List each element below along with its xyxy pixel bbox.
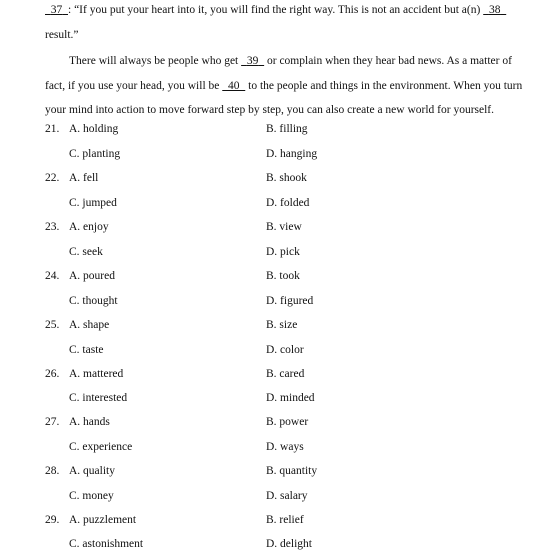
option-c: C. interested bbox=[69, 392, 128, 404]
question-number: 29. bbox=[45, 514, 60, 526]
question-row-cd bbox=[45, 295, 545, 311]
option-c: C. jumped bbox=[69, 197, 117, 209]
question-row-cd bbox=[45, 197, 545, 213]
blank-37: 37 bbox=[50, 4, 63, 16]
passage-line-1: 37 : “If you put your heart into it, you will find the right way. This is not an accident but a(n) 38 bbox=[45, 4, 506, 16]
question-number: 24. bbox=[45, 270, 60, 282]
option-a: A. shape bbox=[69, 319, 110, 331]
option-b: B. cared bbox=[266, 368, 305, 380]
option-c: C. planting bbox=[69, 148, 121, 160]
blank-39: 39 bbox=[246, 55, 259, 67]
option-d: D. salary bbox=[266, 490, 308, 502]
option-d: D. hanging bbox=[266, 148, 318, 160]
option-d: D. color bbox=[266, 344, 304, 356]
question-row-cd bbox=[45, 148, 545, 164]
question-number: 21. bbox=[45, 123, 60, 135]
passage-line-2: result.” bbox=[45, 29, 79, 41]
option-d: D. figured bbox=[266, 295, 314, 307]
option-c: C. astonishment bbox=[69, 538, 144, 550]
question-number: 25. bbox=[45, 319, 60, 331]
option-a: A. quality bbox=[69, 465, 115, 477]
option-c: C. seek bbox=[69, 246, 103, 258]
question-row-ab bbox=[45, 270, 545, 286]
option-d: D. folded bbox=[266, 197, 310, 209]
option-c: C. taste bbox=[69, 344, 104, 356]
option-b: B. power bbox=[266, 416, 309, 428]
question-row-ab bbox=[45, 221, 545, 237]
option-b: B. relief bbox=[266, 514, 304, 526]
question-row-ab bbox=[45, 123, 545, 139]
option-b: B. shook bbox=[266, 172, 307, 184]
question-number: 22. bbox=[45, 172, 60, 184]
option-b: B. view bbox=[266, 221, 302, 233]
option-b: B. size bbox=[266, 319, 298, 331]
option-a: A. poured bbox=[69, 270, 115, 282]
question-number: 23. bbox=[45, 221, 60, 233]
question-row-ab bbox=[45, 319, 545, 335]
option-d: D. pick bbox=[266, 246, 300, 258]
blank-38: 38 bbox=[488, 4, 501, 16]
option-c: C. experience bbox=[69, 441, 133, 453]
question-row-cd bbox=[45, 246, 545, 262]
option-d: D. ways bbox=[266, 441, 304, 453]
option-b: B. filling bbox=[266, 123, 308, 135]
question-row-cd bbox=[45, 490, 545, 506]
option-a: A. holding bbox=[69, 123, 119, 135]
question-row-cd bbox=[45, 538, 545, 554]
option-b: B. quantity bbox=[266, 465, 318, 477]
option-d: D. minded bbox=[266, 392, 315, 404]
option-a: A. puzzlement bbox=[69, 514, 137, 526]
option-c: C. thought bbox=[69, 295, 118, 307]
option-a: A. hands bbox=[69, 416, 110, 428]
question-row-ab bbox=[45, 172, 545, 188]
blank-40: 40 bbox=[228, 80, 240, 92]
question-row-ab bbox=[45, 514, 545, 530]
option-b: B. took bbox=[266, 270, 300, 282]
option-a: A. fell bbox=[69, 172, 99, 184]
option-c: C. money bbox=[69, 490, 114, 502]
passage-line-4: fact, if you use your head, you will be 40 to the people and things in the environment. When you turn bbox=[45, 80, 523, 92]
option-a: A. enjoy bbox=[69, 221, 109, 233]
question-number: 27. bbox=[45, 416, 60, 428]
question-row-ab bbox=[45, 416, 545, 432]
passage-line-3: There will always be people who get 39 or complain when they hear bad news. As a matter of bbox=[69, 55, 512, 67]
question-row-ab bbox=[45, 465, 545, 481]
passage-line-5: your mind into action to move forward step by step, you can also create a new world for yourself. bbox=[45, 104, 495, 116]
question-row-cd bbox=[45, 344, 545, 360]
question-number: 26. bbox=[45, 368, 60, 380]
option-a: A. mattered bbox=[69, 368, 124, 380]
question-row-cd bbox=[45, 441, 545, 457]
question-number: 28. bbox=[45, 465, 60, 477]
question-row-ab bbox=[45, 368, 545, 384]
question-row-cd bbox=[45, 392, 545, 408]
option-d: D. delight bbox=[266, 538, 312, 550]
